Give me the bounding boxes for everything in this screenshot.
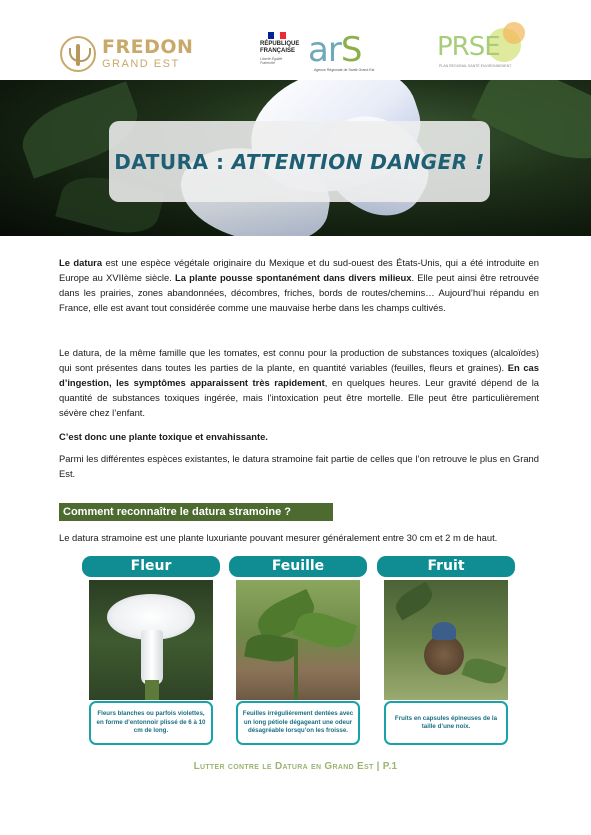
- section-text: Le datura stramoine est une plante luxuriante pouvant mesurer généralement entre 30 cm et 2 m de haut.: [59, 532, 498, 543]
- card-tab-fruit: Fruit: [377, 556, 515, 577]
- prse-subtitle: PLAN RÉGIONAL SANTÉ ENVIRONNEMENT: [439, 64, 512, 68]
- card-tab-fleur: Fleur: [82, 556, 220, 577]
- section-heading: Comment reconnaître le datura stramoine ?: [59, 503, 333, 521]
- rf-line2: FRANÇAISE: [260, 48, 296, 54]
- card-caption-feuille: Feuilles irrégulièrement dentées avec un long pétiole dégageant une odeur désagréable lorsqu’on les froisse.: [236, 701, 360, 745]
- page-footer: Lutter contre le Datura en Grand Est | P.1: [193, 761, 398, 772]
- fredon-logo: [60, 34, 200, 74]
- card-caption-fruit: Fruits en capsules épineuses de la taille d’une noix.: [384, 701, 508, 745]
- ars-logo: [258, 32, 378, 76]
- intro-paragraph-1: Le datura est une espèce végétale originaire du Mexique et du sud-ouest des États-Unis, qui a été introduite en Europe au XVIIème siècle. La plante pousse spontanément dans divers milieux. Elle peut ainsi être retrouvée dans les prairies, zones abandonnées, décombres, friches, bords de routes/chemins… Aujourd’hui répandu en France, elle est avant tout considérée comme une mauvaise herbe dans les champs cultivés.: [59, 257, 540, 313]
- rf-motto: Liberté Égalité Fraternité: [260, 57, 283, 65]
- fredon-name: FREDON: [102, 36, 194, 58]
- intro-paragraph-2: Le datura, de la même famille que les tomates, est connu pour la production de substances toxiques (alcaloïdes) qui sont présentes dans toutes les parties de la plante, en quantité variables (feuilles, fleurs et graines). En cas d’ingestion, les symptômes apparaissent très rapidement, en quelques heures. Leur gravité dépend de la quantité de substances toxiques ingérée, mais l’intoxication peut être mortelle. Elle peut être particulièrement sévère chez l’enfant.: [59, 347, 539, 418]
- ars-wordmark: arS: [308, 30, 362, 70]
- french-flag-icon: [268, 32, 286, 39]
- prse-circle-icon: [503, 22, 525, 44]
- page-title: DATURA : ATTENTION DANGER !: [114, 149, 485, 174]
- card-caption-fleur: Fleurs blanches ou parfois violettes, en forme d’entonnoir plissé de 6 à 10 cm de long.: [89, 701, 213, 745]
- prse-wordmark: PRSE: [437, 32, 500, 62]
- ars-subtitle: Agence Régionale de Santé Grand Est: [314, 68, 375, 72]
- fredon-region: GRAND EST: [102, 58, 180, 70]
- intro-paragraph-3: C’est donc une plante toxique et envahissante.: [59, 431, 268, 442]
- page-title-box: [109, 121, 490, 202]
- leaf-photo: [236, 580, 360, 700]
- prse-logo: [437, 28, 537, 72]
- intro-paragraph-4: Parmi les différentes espèces existantes, le datura stramoine fait partie de celles que l’on retrouve le plus en Grand Est.: [59, 453, 539, 479]
- fredon-emblem-icon: [60, 36, 96, 72]
- flower-photo: [89, 580, 213, 700]
- fruit-photo: [384, 580, 508, 700]
- card-tab-feuille: Feuille: [229, 556, 367, 577]
- rf-line1: RÉPUBLIQUE: [260, 41, 300, 47]
